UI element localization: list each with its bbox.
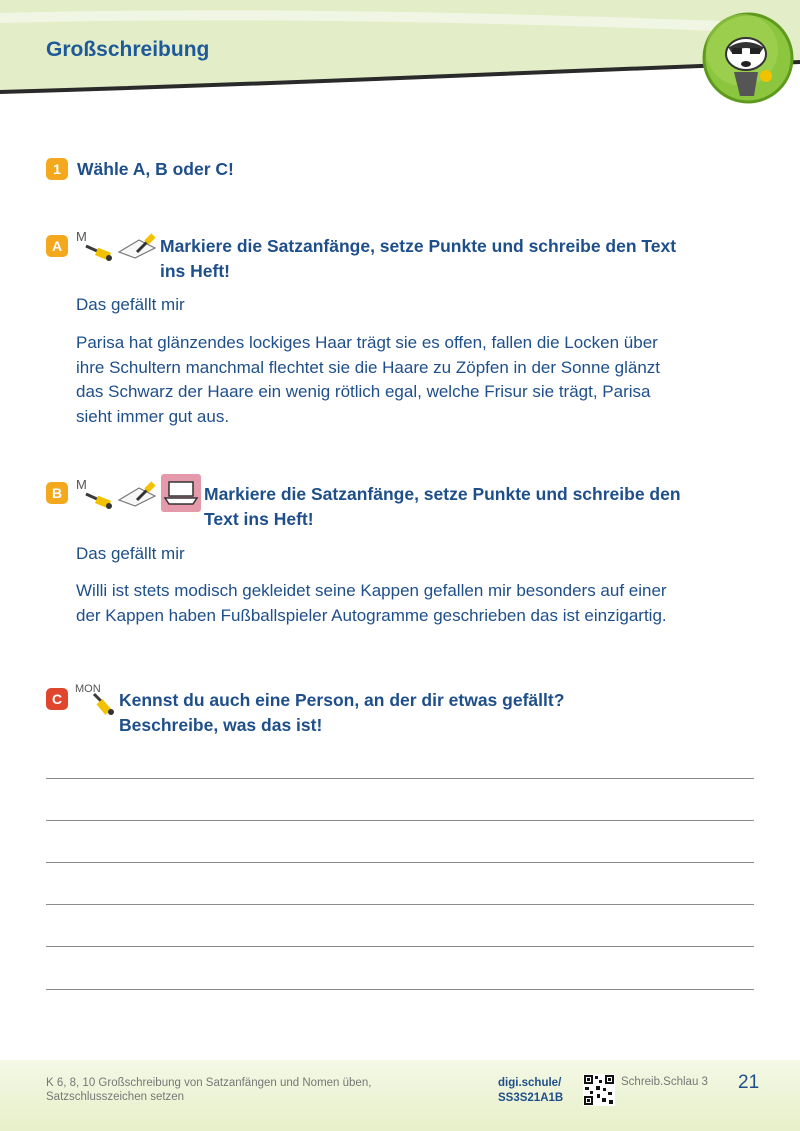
task-a-badge: A xyxy=(46,235,68,257)
task-c-badge: C xyxy=(46,688,68,710)
qr-code-icon[interactable] xyxy=(583,1074,615,1106)
page-number: 21 xyxy=(738,1072,760,1093)
task-number-badge: 1 xyxy=(46,158,68,180)
task-instruction: Wähle A, B oder C! xyxy=(77,159,234,179)
task-a-title: Das gefällt mir xyxy=(76,295,185,314)
digi-schule-link[interactable]: digi.schule/ SS3S21A1B xyxy=(498,1077,564,1104)
marker-pen-icon xyxy=(74,228,116,262)
task-b-title: Das gefällt mir xyxy=(76,544,185,563)
book-title: Schreib.Schlau 3 xyxy=(621,1076,708,1088)
task-b-text: Willi ist stets modisch gekleidet seine Kappen gefallen mir besonders auf einer der Kappen haben Fußballspieler Autogramme geschrieben das ist einzigartig. xyxy=(76,581,667,625)
task-a-instruction: Markiere die Satzanfänge, setze Punkte und schreibe den Text ins Heft! xyxy=(160,236,677,281)
badger-mascot-icon xyxy=(700,10,796,106)
writing-line[interactable] xyxy=(46,989,754,990)
writing-line[interactable] xyxy=(46,778,754,779)
footer-note: K 6, 8, 10 Großschreibung von Satzanfängen und Nomen üben, Satzschlusszeichen setzen xyxy=(46,1077,372,1103)
task-c-instruction: Kennst du auch eine Person, an der dir etwas gefällt? Beschreibe, was das ist! xyxy=(119,690,565,735)
task-b-badge: B xyxy=(46,482,68,504)
writing-line[interactable] xyxy=(46,904,754,905)
pencil-writing-icon xyxy=(117,480,157,508)
writing-line[interactable] xyxy=(46,820,754,821)
writing-line[interactable] xyxy=(46,862,754,863)
svg-text:M: M xyxy=(76,477,87,492)
writing-line[interactable] xyxy=(46,946,754,947)
marker-pen-icon xyxy=(74,680,118,716)
task-b-instruction: Markiere die Satzanfänge, setze Punkte und schreibe den Text ins Heft! xyxy=(204,484,681,529)
pencil-writing-icon xyxy=(117,232,157,260)
page-title: Großschreibung xyxy=(46,38,210,61)
task-a-text: Parisa hat glänzendes lockiges Haar trägt sie es offen, fallen die Locken über ihre Schultern manchmal flechtet sie die Haare zu Zöpfen in der Sonne glänzt das Schwarz der Haare ein wenig rötlich egal, welche Frisur sie trägt, Parisa sieht immer gut aus. xyxy=(76,333,660,426)
marker-pen-icon xyxy=(74,476,116,510)
svg-text:MON: MON xyxy=(75,683,101,695)
svg-text:M: M xyxy=(76,229,87,244)
laptop-icon xyxy=(161,474,201,512)
